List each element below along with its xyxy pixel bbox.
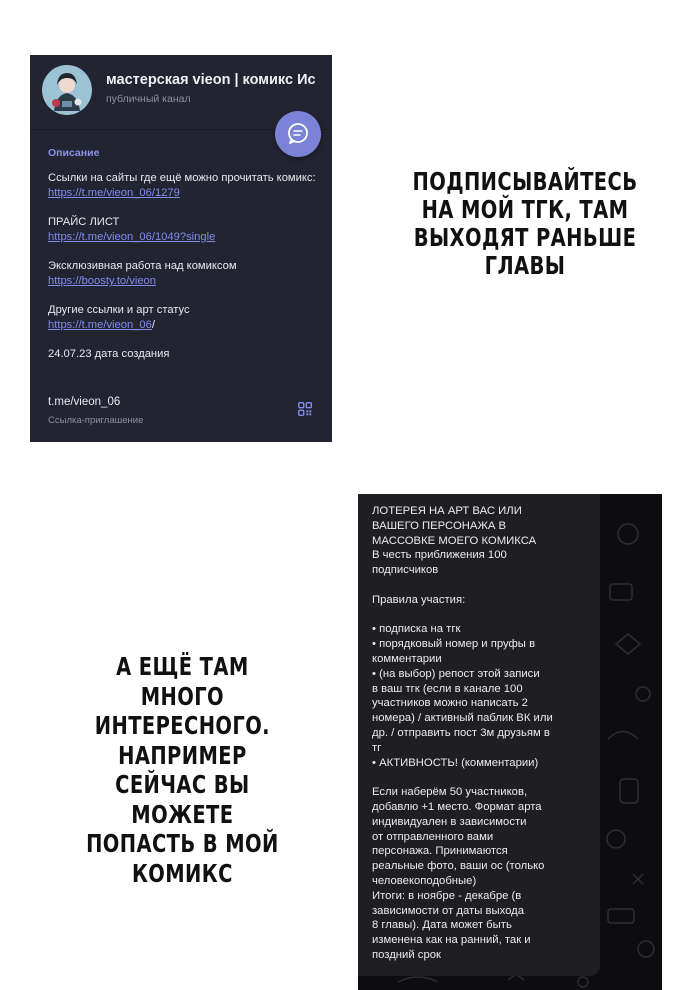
caption-line: КОМИКС <box>131 858 233 888</box>
channel-avatar[interactable] <box>42 65 92 115</box>
avatar-illustration <box>42 65 92 115</box>
caption-line: МНОГО <box>140 681 225 711</box>
description-block <box>48 303 320 333</box>
caption-line: ПОДПИСЫВАЙТЕСЬ <box>412 167 638 196</box>
message-bubble <box>358 494 600 976</box>
caption-more-content <box>63 652 301 888</box>
discussion-button[interactable] <box>275 111 321 157</box>
caption-line: НА МОЙ ТГК, ТАМ <box>421 195 629 224</box>
channel-title: мастерская vieon | комикс Ис <box>106 72 316 88</box>
description-text: ПРАЙС ЛИСТ <box>48 216 120 228</box>
description-text: Ссылки на сайты где ещё можно прочитать комикс: <box>48 172 316 184</box>
description-heading: Описание <box>48 147 100 159</box>
link-suffix: / <box>151 319 155 331</box>
caption-line: НАПРИМЕР <box>118 740 247 770</box>
description-block <box>48 215 320 245</box>
qr-code-icon[interactable] <box>298 402 312 416</box>
caption-subscribe <box>396 168 653 280</box>
lottery-post-screenshot <box>358 494 662 990</box>
creation-date: 24.07.23 дата создания <box>48 348 170 360</box>
caption-line: ВЫХОДЯТ РАНЬШЕ <box>413 223 637 252</box>
description-text: Другие ссылки и арт статус <box>48 304 190 316</box>
description-block <box>48 259 320 289</box>
channel-info-card <box>30 55 332 442</box>
chat-bubble-icon <box>275 111 321 157</box>
caption-line: СЕЙЧАС ВЫ <box>115 770 250 799</box>
caption-line: ГЛАВЫ <box>484 251 566 280</box>
invite-link[interactable]: t.me/vieon_06 <box>48 396 121 408</box>
channel-description <box>48 171 320 376</box>
description-link[interactable]: https://boosty.to/vieon <box>48 275 157 287</box>
caption-line: А ЕЩЁ ТАМ <box>116 652 249 681</box>
description-block <box>48 171 320 201</box>
channel-type-label: публичный канал <box>106 93 191 105</box>
description-text: Эксклюзивная работа над комиксом <box>48 260 237 272</box>
caption-line: ПОПАСТЬ В МОЙ <box>86 829 279 858</box>
post-text: ЛОТЕРЕЯ НА АРТ ВАС ИЛИ ВАШЕГО ПЕРСОНАЖА В МАССОВКЕ МОЕГО КОМИКСА В честь приближения 100 подписчиков Правила участия: • подписка на тгк • порядковый номер и пруфы в комментарии • (на выбор) репост этой записи в ваш тгк (если в канале 100 участников можно написать 2 номера) / активный паблик ВК или др. / отправить пост 3м друзьям в тг • АКТИВНОСТЬ! (комментарии) Если наберём 50 участников, добавлю +1 место. Формат арта индивидуален в зависимости от отправленного вами персонажа. Принимаются реальные фото, ваши ос (только человекоподобные) Итоги: в ноябре - декабре (в зависимости от даты выхода 8 главы). Дата может быть изменена как на ранний, так и поздний срок <box>372 505 553 961</box>
invite-link-label: Ссылка-приглашение <box>48 415 144 426</box>
description-link[interactable]: https://t.me/vieon_06 <box>48 319 152 331</box>
caption-line: ИНТЕРЕСНОГО. <box>94 711 270 740</box>
caption-line: МОЖЕТЕ <box>131 799 234 829</box>
description-link[interactable]: https://t.me/vieon_06/1049?single <box>48 231 216 243</box>
description-link[interactable]: https://t.me/vieon_06/1279 <box>48 187 180 199</box>
